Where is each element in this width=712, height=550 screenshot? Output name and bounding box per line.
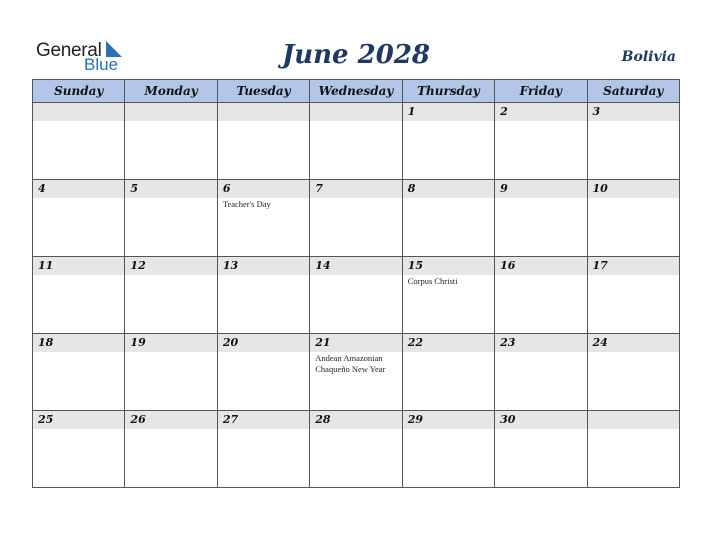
weekday-saturday: Saturday xyxy=(587,80,679,103)
day-number xyxy=(310,103,401,121)
day-number: 27 xyxy=(218,411,309,429)
day-cell xyxy=(402,411,494,488)
week-row xyxy=(33,103,680,180)
day-number: 4 xyxy=(33,180,124,198)
day-cell xyxy=(310,411,402,488)
day-number: 24 xyxy=(588,334,679,352)
day-number: 22 xyxy=(403,334,494,352)
day-number: 20 xyxy=(218,334,309,352)
calendar-title: June 2028 xyxy=(281,40,431,70)
day-cell xyxy=(587,103,679,180)
day-number: 11 xyxy=(33,257,124,275)
day-cell xyxy=(310,334,402,411)
day-number: 10 xyxy=(588,180,679,198)
week-row xyxy=(33,180,680,257)
day-cell xyxy=(402,257,494,334)
day-cell xyxy=(125,334,217,411)
day-cell xyxy=(587,257,679,334)
day-cell xyxy=(33,334,125,411)
day-cell xyxy=(125,257,217,334)
week-row xyxy=(33,334,680,411)
day-cell xyxy=(495,334,587,411)
day-number: 15 xyxy=(403,257,494,275)
week-row xyxy=(33,257,680,334)
day-cell xyxy=(217,334,309,411)
day-number: 29 xyxy=(403,411,494,429)
day-number: 3 xyxy=(588,103,679,121)
day-number: 6 xyxy=(218,180,309,198)
day-number: 30 xyxy=(495,411,586,429)
day-number: 13 xyxy=(218,257,309,275)
day-number: 5 xyxy=(125,180,216,198)
holiday-label: Teacher's Day xyxy=(222,199,271,209)
day-number: 1 xyxy=(403,103,494,121)
day-cell xyxy=(33,411,125,488)
day-cell xyxy=(33,180,125,257)
day-cell xyxy=(587,180,679,257)
day-number: 12 xyxy=(125,257,216,275)
day-number: 18 xyxy=(33,334,124,352)
weekday-monday: Monday xyxy=(125,80,217,103)
day-number: 21 xyxy=(310,334,401,352)
day-cell xyxy=(495,257,587,334)
day-number xyxy=(33,103,124,121)
day-cell xyxy=(217,103,309,180)
calendar-grid xyxy=(32,79,680,488)
weekday-friday: Friday xyxy=(495,80,587,103)
country-label: Bolivia xyxy=(621,49,676,65)
day-number: 9 xyxy=(495,180,586,198)
day-number: 16 xyxy=(495,257,586,275)
day-cell xyxy=(402,103,494,180)
day-cell xyxy=(217,257,309,334)
weekday-wednesday: Wednesday xyxy=(310,80,402,103)
day-cell xyxy=(310,180,402,257)
day-number: 14 xyxy=(310,257,401,275)
day-cell xyxy=(310,103,402,180)
day-number: 19 xyxy=(125,334,216,352)
day-cell xyxy=(33,103,125,180)
day-number xyxy=(218,103,309,121)
day-cell xyxy=(495,180,587,257)
day-cell xyxy=(495,103,587,180)
day-number: 8 xyxy=(403,180,494,198)
day-number: 25 xyxy=(33,411,124,429)
weekday-header-row xyxy=(33,80,680,103)
day-number: 17 xyxy=(588,257,679,275)
weekday-sunday: Sunday xyxy=(33,80,125,103)
holiday-label: Andean Amazonian Chaqueño New Year xyxy=(315,353,386,374)
day-number: 26 xyxy=(125,411,216,429)
day-number xyxy=(588,411,679,429)
day-cell xyxy=(402,180,494,257)
day-cell xyxy=(125,411,217,488)
day-number: 7 xyxy=(310,180,401,198)
day-number: 28 xyxy=(310,411,401,429)
weekday-tuesday: Tuesday xyxy=(217,80,309,103)
day-number xyxy=(125,103,216,121)
day-number: 23 xyxy=(495,334,586,352)
week-row xyxy=(33,411,680,488)
logo-text-blue: Blue xyxy=(84,55,119,74)
weekday-thursday: Thursday xyxy=(402,80,494,103)
holiday-label: Corpus Christi xyxy=(407,276,458,286)
day-number: 2 xyxy=(495,103,586,121)
day-cell xyxy=(495,411,587,488)
day-cell xyxy=(33,257,125,334)
day-cell xyxy=(217,411,309,488)
day-cell xyxy=(125,103,217,180)
day-cell xyxy=(587,334,679,411)
day-cell xyxy=(587,411,679,488)
day-cell xyxy=(310,257,402,334)
day-cell xyxy=(125,180,217,257)
logo-text-general: General xyxy=(36,40,102,61)
day-cell xyxy=(402,334,494,411)
day-cell xyxy=(217,180,309,257)
